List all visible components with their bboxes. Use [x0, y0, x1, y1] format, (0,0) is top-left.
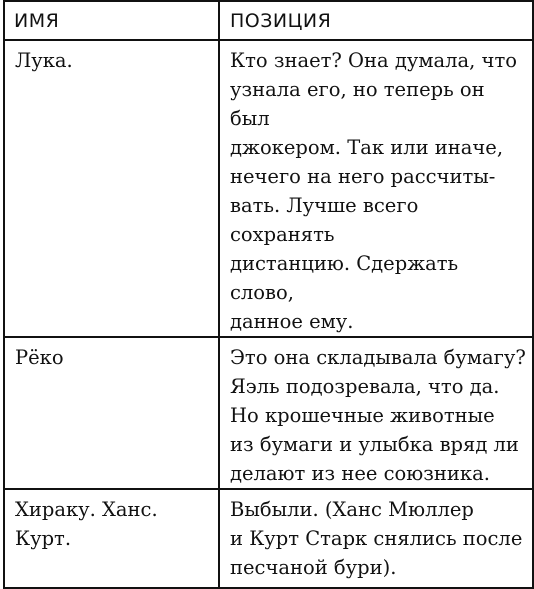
table-row [4, 489, 533, 588]
header-name-label: ИМЯ [14, 10, 60, 32]
character-position: Выбыли. (Ханс Мюллер и Курт Старк снялись после песчаной бури). [230, 498, 523, 579]
name-cell [4, 337, 219, 489]
table-header-row [4, 1, 533, 40]
character-position: Это она складывала бумагу? Яэль подозревала, что да. Но крошечные животные из бумаги и улыбка вряд ли делают из нее союзника. [230, 346, 526, 485]
table-row [4, 40, 533, 337]
position-cell [219, 40, 533, 337]
position-cell [219, 489, 533, 588]
position-cell [219, 337, 533, 489]
header-cell-name [4, 1, 219, 40]
table-row [4, 337, 533, 489]
name-cell [4, 489, 219, 588]
character-name: Хираку. Ханс. Курт. [15, 498, 158, 550]
header-position-label: ПОЗИЦИЯ [230, 10, 332, 32]
character-name: Рёко [15, 346, 64, 369]
character-name: Лука. [15, 49, 73, 72]
character-position: Кто знает? Она думала, что узнала его, но теперь он был джокером. Так или иначе, нечего на него рассчиты- вать. Лучше всего сохранять дистанцию. Сдержать слово, данное ему. [230, 49, 517, 333]
character-table [3, 0, 534, 589]
header-cell-position [219, 1, 533, 40]
name-cell [4, 40, 219, 337]
